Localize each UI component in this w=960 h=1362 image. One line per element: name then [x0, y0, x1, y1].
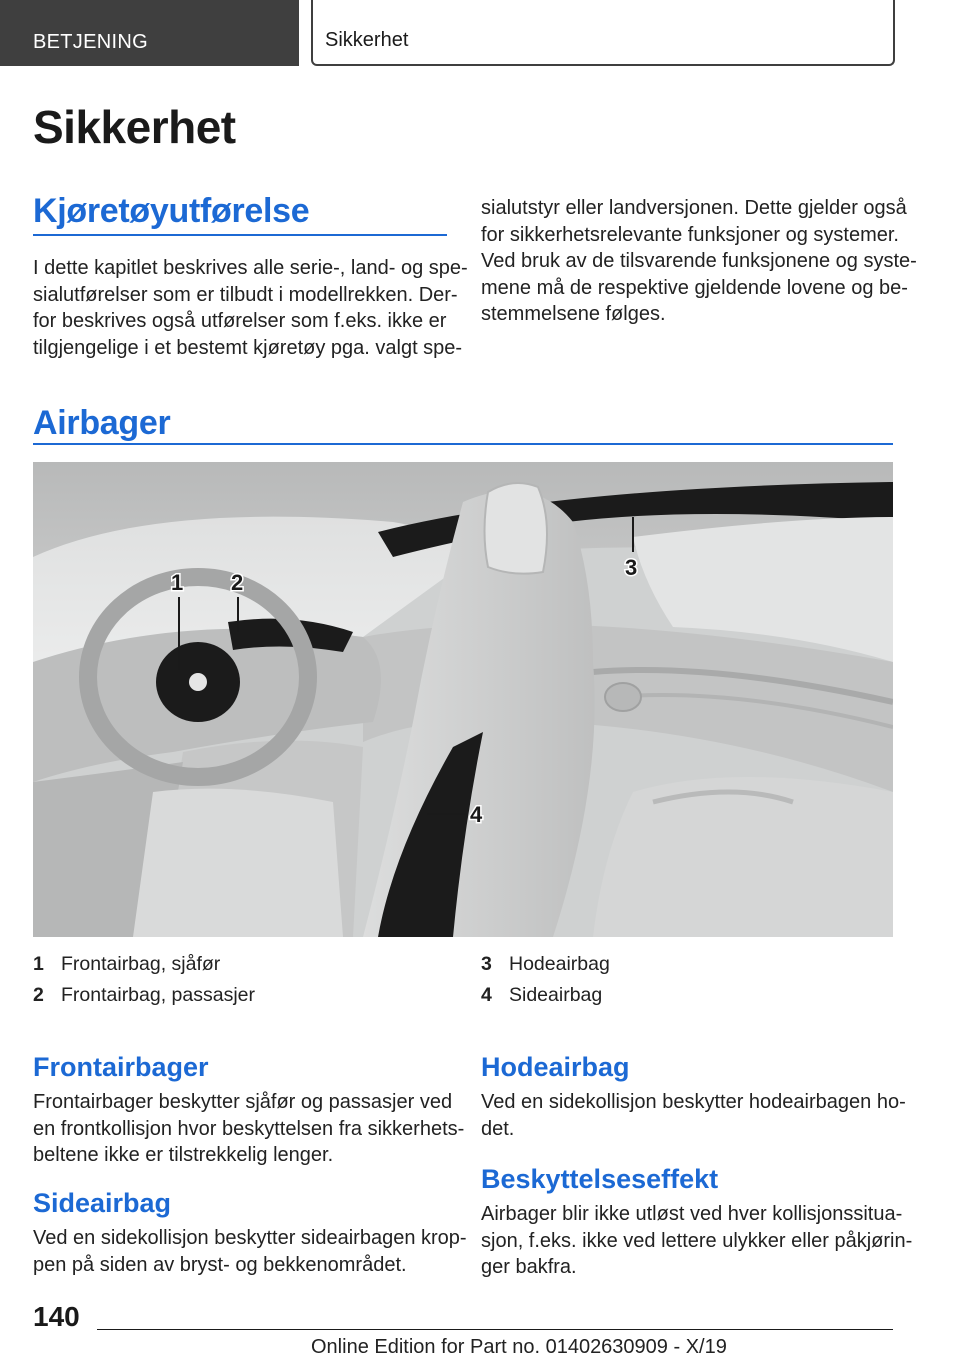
edition-note: Online Edition for Part no. 01402630909 - X/19 [311, 1336, 727, 1358]
page-number: 140 [33, 1301, 80, 1332]
callout-2: 2 [231, 570, 244, 595]
section-tab-label: Sikkerhet [325, 29, 409, 51]
text-line: tilgjengelige i et bestemt kjøretøy pga. valgt spe- [33, 336, 463, 359]
sideairbag-paragraph [33, 1225, 467, 1278]
beskyttelseseffekt-paragraph [481, 1201, 912, 1281]
legend-number: 1 [33, 953, 44, 975]
text-line: stemmelsene følges. [481, 303, 666, 325]
legend-number: 2 [33, 984, 44, 1006]
text-line: Frontairbager beskytter sjåfør og passasjer ved [33, 1091, 453, 1113]
section-tab [311, 0, 895, 66]
legend-number: 3 [481, 953, 492, 975]
subsection-title-sideairbag: Sideairbag [33, 1188, 172, 1218]
airbag-illustration [33, 462, 893, 937]
section-title-kjoretoyutforelse: Kjøretøyutførelse [33, 192, 310, 230]
hodeairbag-paragraph [481, 1089, 906, 1142]
chapter-tab-label: BETJENING [33, 31, 148, 53]
legend-item [481, 984, 602, 1007]
callout-1: 1 [171, 570, 184, 595]
text-line: Airbager blir ikke utløst ved hver kollisjonssitua- [481, 1203, 903, 1225]
legend-item [33, 984, 255, 1007]
page-title: Sikkerhet [33, 101, 236, 153]
chapter-tab [0, 0, 299, 66]
text-line: sjon, f.eks. ikke ved lettere ulykker eller påkjørin- [481, 1229, 913, 1252]
text-line: det. [481, 1117, 515, 1140]
text-line: Ved bruk av de tilsvarende funksjonene og syste- [481, 250, 917, 272]
text-line: Ved en sidekollisjon beskytter hodeairbagen ho- [481, 1091, 906, 1113]
subsection-title-hodeairbag: Hodeairbag [481, 1052, 630, 1082]
text-line: sialutførelser som er tilbudt i modellrekken. Der- [33, 283, 458, 306]
text-line: mene må de respektive gjeldende lovene og be- [481, 276, 908, 299]
legend-item [481, 953, 610, 976]
frontairbager-paragraph [33, 1089, 464, 1169]
intro-paragraph-col2 [481, 195, 917, 328]
text-line: beltene ikke er tilstrekkelig lenger. [33, 1144, 334, 1166]
section-rule [33, 234, 447, 236]
callout-3: 3 [625, 555, 638, 580]
legend-number: 4 [481, 984, 492, 1006]
legend-label: Sideairbag [509, 984, 603, 1006]
subsection-title-frontairbager: Frontairbager [33, 1052, 209, 1082]
legend-item [33, 953, 220, 976]
callout-4: 4 [470, 802, 483, 827]
text-line: ger bakfra. [481, 1256, 577, 1278]
intro-paragraph-col1 [33, 255, 468, 361]
subsection-title-beskyttelseseffekt: Beskyttelseseffekt [481, 1164, 719, 1194]
text-line: Ved en sidekollisjon beskytter sideairbagen krop- [33, 1227, 467, 1249]
text-line: pen på siden av bryst- og bekkenområdet. [33, 1253, 407, 1276]
text-line: en frontkollisjon hvor beskyttelsen fra sikkerhets- [33, 1117, 465, 1140]
text-line: for beskrives også utførelser som f.eks. ikke er [33, 310, 447, 332]
legend-label: Frontairbag, sjåfør [61, 953, 221, 975]
legend-label: Frontairbag, passasjer [61, 984, 256, 1006]
text-line: sialutstyr eller landversjonen. Dette gjelder også [481, 197, 907, 219]
section-rule [33, 443, 893, 445]
text-line: I dette kapitlet beskrives alle serie-, land- og spe- [33, 257, 468, 279]
footer-rule [97, 1329, 893, 1330]
text-line: for sikkerhetsrelevante funksjoner og systemer. [481, 223, 899, 246]
section-title-airbager: Airbager [33, 404, 171, 442]
legend-label: Hodeairbag [509, 953, 610, 975]
